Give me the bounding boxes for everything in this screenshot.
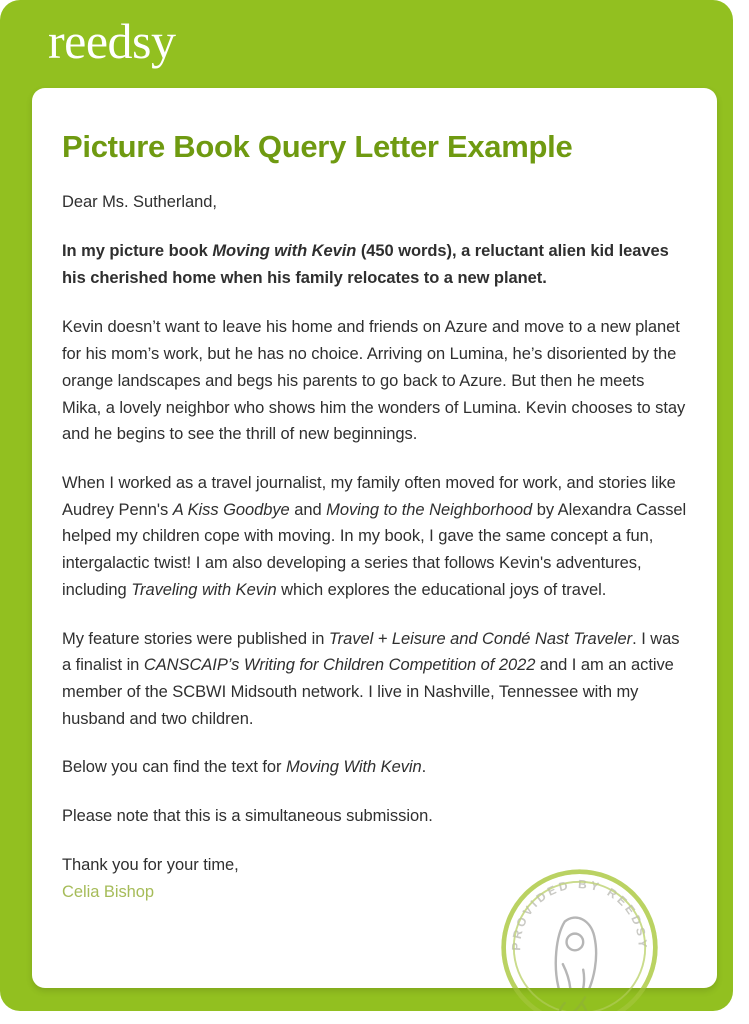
lede-text-1: In my picture book bbox=[62, 241, 213, 260]
background-paragraph bbox=[62, 470, 687, 604]
lede-book-title: Moving with Kevin bbox=[212, 241, 357, 260]
page-title: Picture Book Query Letter Example bbox=[62, 129, 573, 164]
lede-text-2: (450 words), a reluctant alien kid leaves his cherished home when his family relocates to a new planet. bbox=[62, 241, 669, 287]
below-note-text-1: Below you can find the text for bbox=[62, 758, 287, 777]
reedsy-logo: reedsy bbox=[48, 13, 176, 69]
query-letter bbox=[62, 189, 687, 905]
signoff: Thank you for your time, bbox=[62, 855, 239, 874]
below-note-book-title: Moving With Kevin bbox=[286, 758, 422, 777]
background-text-1: When I worked as a travel journalist, my family often moved for work, and stories like Audrey Penn's bbox=[62, 473, 676, 519]
bio-text-2: . I was a finalist in bbox=[62, 629, 680, 675]
bio-text-1: My feature stories were published in bbox=[62, 629, 329, 648]
bio-text-3: and I am an active member of the SCBWI Midsouth network. I live in Nashville, Tennessee with my husband and two children. bbox=[62, 656, 674, 728]
document-card bbox=[32, 88, 717, 988]
background-text-4: which explores the educational joys of travel. bbox=[276, 580, 607, 599]
background-text-2: and bbox=[289, 500, 327, 519]
comp-title-1: A Kiss Goodbye bbox=[172, 500, 290, 519]
below-note-paragraph bbox=[62, 754, 687, 781]
bio-paragraph bbox=[62, 626, 687, 733]
publication-title: Travel + Leisure and Condé Nast Traveler bbox=[328, 629, 633, 648]
below-note-text-2: . bbox=[421, 758, 427, 777]
competition-title: CANSCAIP’s Writing for Children Competition of 2022 bbox=[143, 656, 536, 675]
document-body bbox=[32, 88, 717, 988]
salutation: Dear Ms. Sutherland, bbox=[62, 193, 217, 212]
comp-title-2: Moving to the Neighborhood bbox=[326, 500, 533, 519]
background-text-3: by Alexandra Cassel helped my children cope with moving. In my book, I gave the same concept a fun, intergalactic twist! I am also developing a series that follows Kevin's adventures, including bbox=[62, 500, 687, 599]
signature-name: Celia Bishop bbox=[62, 882, 155, 901]
watermark-text: PROVIDED BY REEDSY bbox=[509, 877, 650, 951]
lede-paragraph bbox=[62, 238, 687, 291]
simultaneous-submission-note: Please note that this is a simultaneous submission. bbox=[62, 807, 433, 826]
synopsis-paragraph: Kevin doesn’t want to leave his home and friends on Azure and move to a new planet for his mom’s work, but he has no choice. Arriving on Lumina, he’s disoriented by the orange landscapes and begs his parents to go back to Azure. But then he meets Mika, a lovely neighbor who shows him the wonders of Lumina. Kevin chooses to stay and he begins to see the thrill of new beginnings. bbox=[62, 318, 686, 444]
series-title: Traveling with Kevin bbox=[131, 580, 277, 599]
